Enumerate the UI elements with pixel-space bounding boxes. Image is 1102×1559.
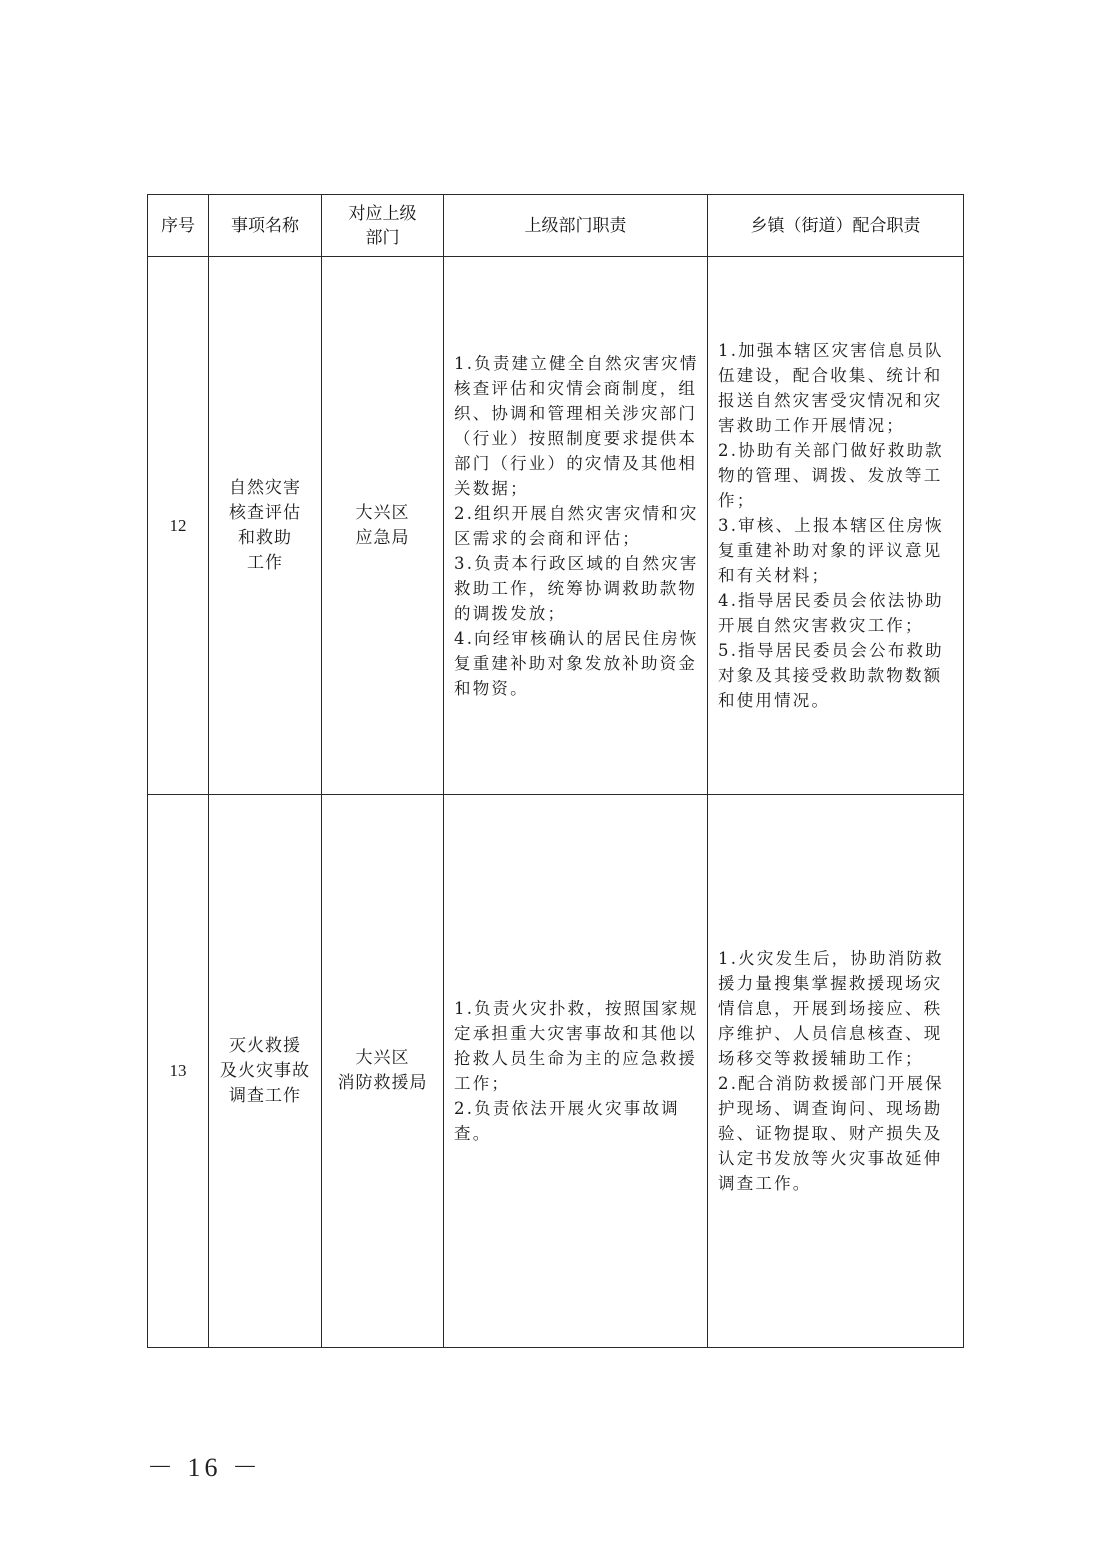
table-row xyxy=(148,795,964,1348)
upper-dept-line: 应急局 xyxy=(355,527,410,548)
header-upper-dept xyxy=(322,195,444,257)
duty-item: 1.火灾发生后，协助消防救援力量搜集掌握救援现场灾情信息，开展到场接应、秩序维护、人员信息核查、现场移交等救援辅助工作； xyxy=(718,949,944,1068)
header-index: 序号 xyxy=(148,195,209,257)
duty-item: 2.配合消防救援部门开展保护现场、调查询问、现场勘验、证物提取、财产损失及认定书发放等火灾事故延伸调查工作。 xyxy=(718,1074,944,1193)
upper-dept xyxy=(322,795,444,1348)
item-name-line: 灭火救援 xyxy=(229,1035,301,1056)
upper-dept-line: 消防救援局 xyxy=(337,1073,428,1093)
header-upper-dept-line1: 对应上级 xyxy=(348,203,417,224)
table-row xyxy=(148,257,964,795)
upper-duties xyxy=(444,257,708,795)
row-index: 13 xyxy=(148,795,209,1348)
duty-item: 1.加强本辖区灾害信息员队伍建设，配合收集、统计和报送自然灾害受灾情况和灾害救助工作开展情况； xyxy=(718,341,944,435)
item-name-line: 自然灾害 xyxy=(229,477,301,498)
duties-table xyxy=(147,194,964,1348)
item-name-line: 和救助 xyxy=(238,527,292,548)
header-town-duties: 乡镇（街道）配合职责 xyxy=(708,195,964,257)
item-name-line: 及火灾事故 xyxy=(220,1060,310,1081)
duty-item: 1.负责建立健全自然灾害灾情核查评估和灾情会商制度，组织、协调和管理相关涉灾部门（行业）按照制度要求提供本部门（行业）的灾情及其他相关数据； xyxy=(454,353,699,498)
town-duties xyxy=(708,795,964,1348)
upper-dept-line: 大兴区 xyxy=(355,502,410,523)
header-upper-duties: 上级部门职责 xyxy=(444,195,708,257)
header-upper-dept-line2: 部门 xyxy=(365,227,400,248)
duty-item: 5.指导居民委员会公布救助对象及其接受救助款物数额和使用情况。 xyxy=(718,641,944,710)
table-header-row xyxy=(148,195,964,257)
page-number: － 16 － xyxy=(147,1453,263,1482)
item-name-line: 调查工作 xyxy=(229,1085,301,1106)
row-index: 12 xyxy=(148,257,209,795)
duty-item: 3.审核、上报本辖区住房恢复重建补助对象的评议意见和有关材料； xyxy=(718,516,944,585)
duty-item: 1.负责火灾扑救，按照国家规定承担重大灾害事故和其他以抢救人员生命为主的应急救援工作； xyxy=(454,999,699,1093)
item-name-line: 核查评估 xyxy=(229,502,301,523)
item-name xyxy=(209,257,322,795)
town-duties xyxy=(708,257,964,795)
item-name-line: 工作 xyxy=(247,552,283,573)
duty-item: 2.负责依法开展火灾事故调查。 xyxy=(454,1099,680,1143)
duty-item: 2.协助有关部门做好救助款物的管理、调拨、发放等工作； xyxy=(718,441,944,510)
upper-dept xyxy=(322,257,444,795)
header-item-name: 事项名称 xyxy=(209,195,322,257)
duty-item: 4.向经审核确认的居民住房恢复重建补助对象发放补助资金和物资。 xyxy=(454,628,699,698)
duty-item: 4.指导居民委员会依法协助开展自然灾害救灾工作； xyxy=(718,591,944,635)
item-name xyxy=(209,795,322,1348)
upper-duties xyxy=(444,795,708,1348)
upper-dept-line: 大兴区 xyxy=(355,1048,410,1068)
duty-item: 2.组织开展自然灾害灾情和灾区需求的会商和评估； xyxy=(454,503,699,548)
duty-item: 3.负责本行政区域的自然灾害救助工作，统筹协调救助款物的调拨发放； xyxy=(454,553,699,623)
